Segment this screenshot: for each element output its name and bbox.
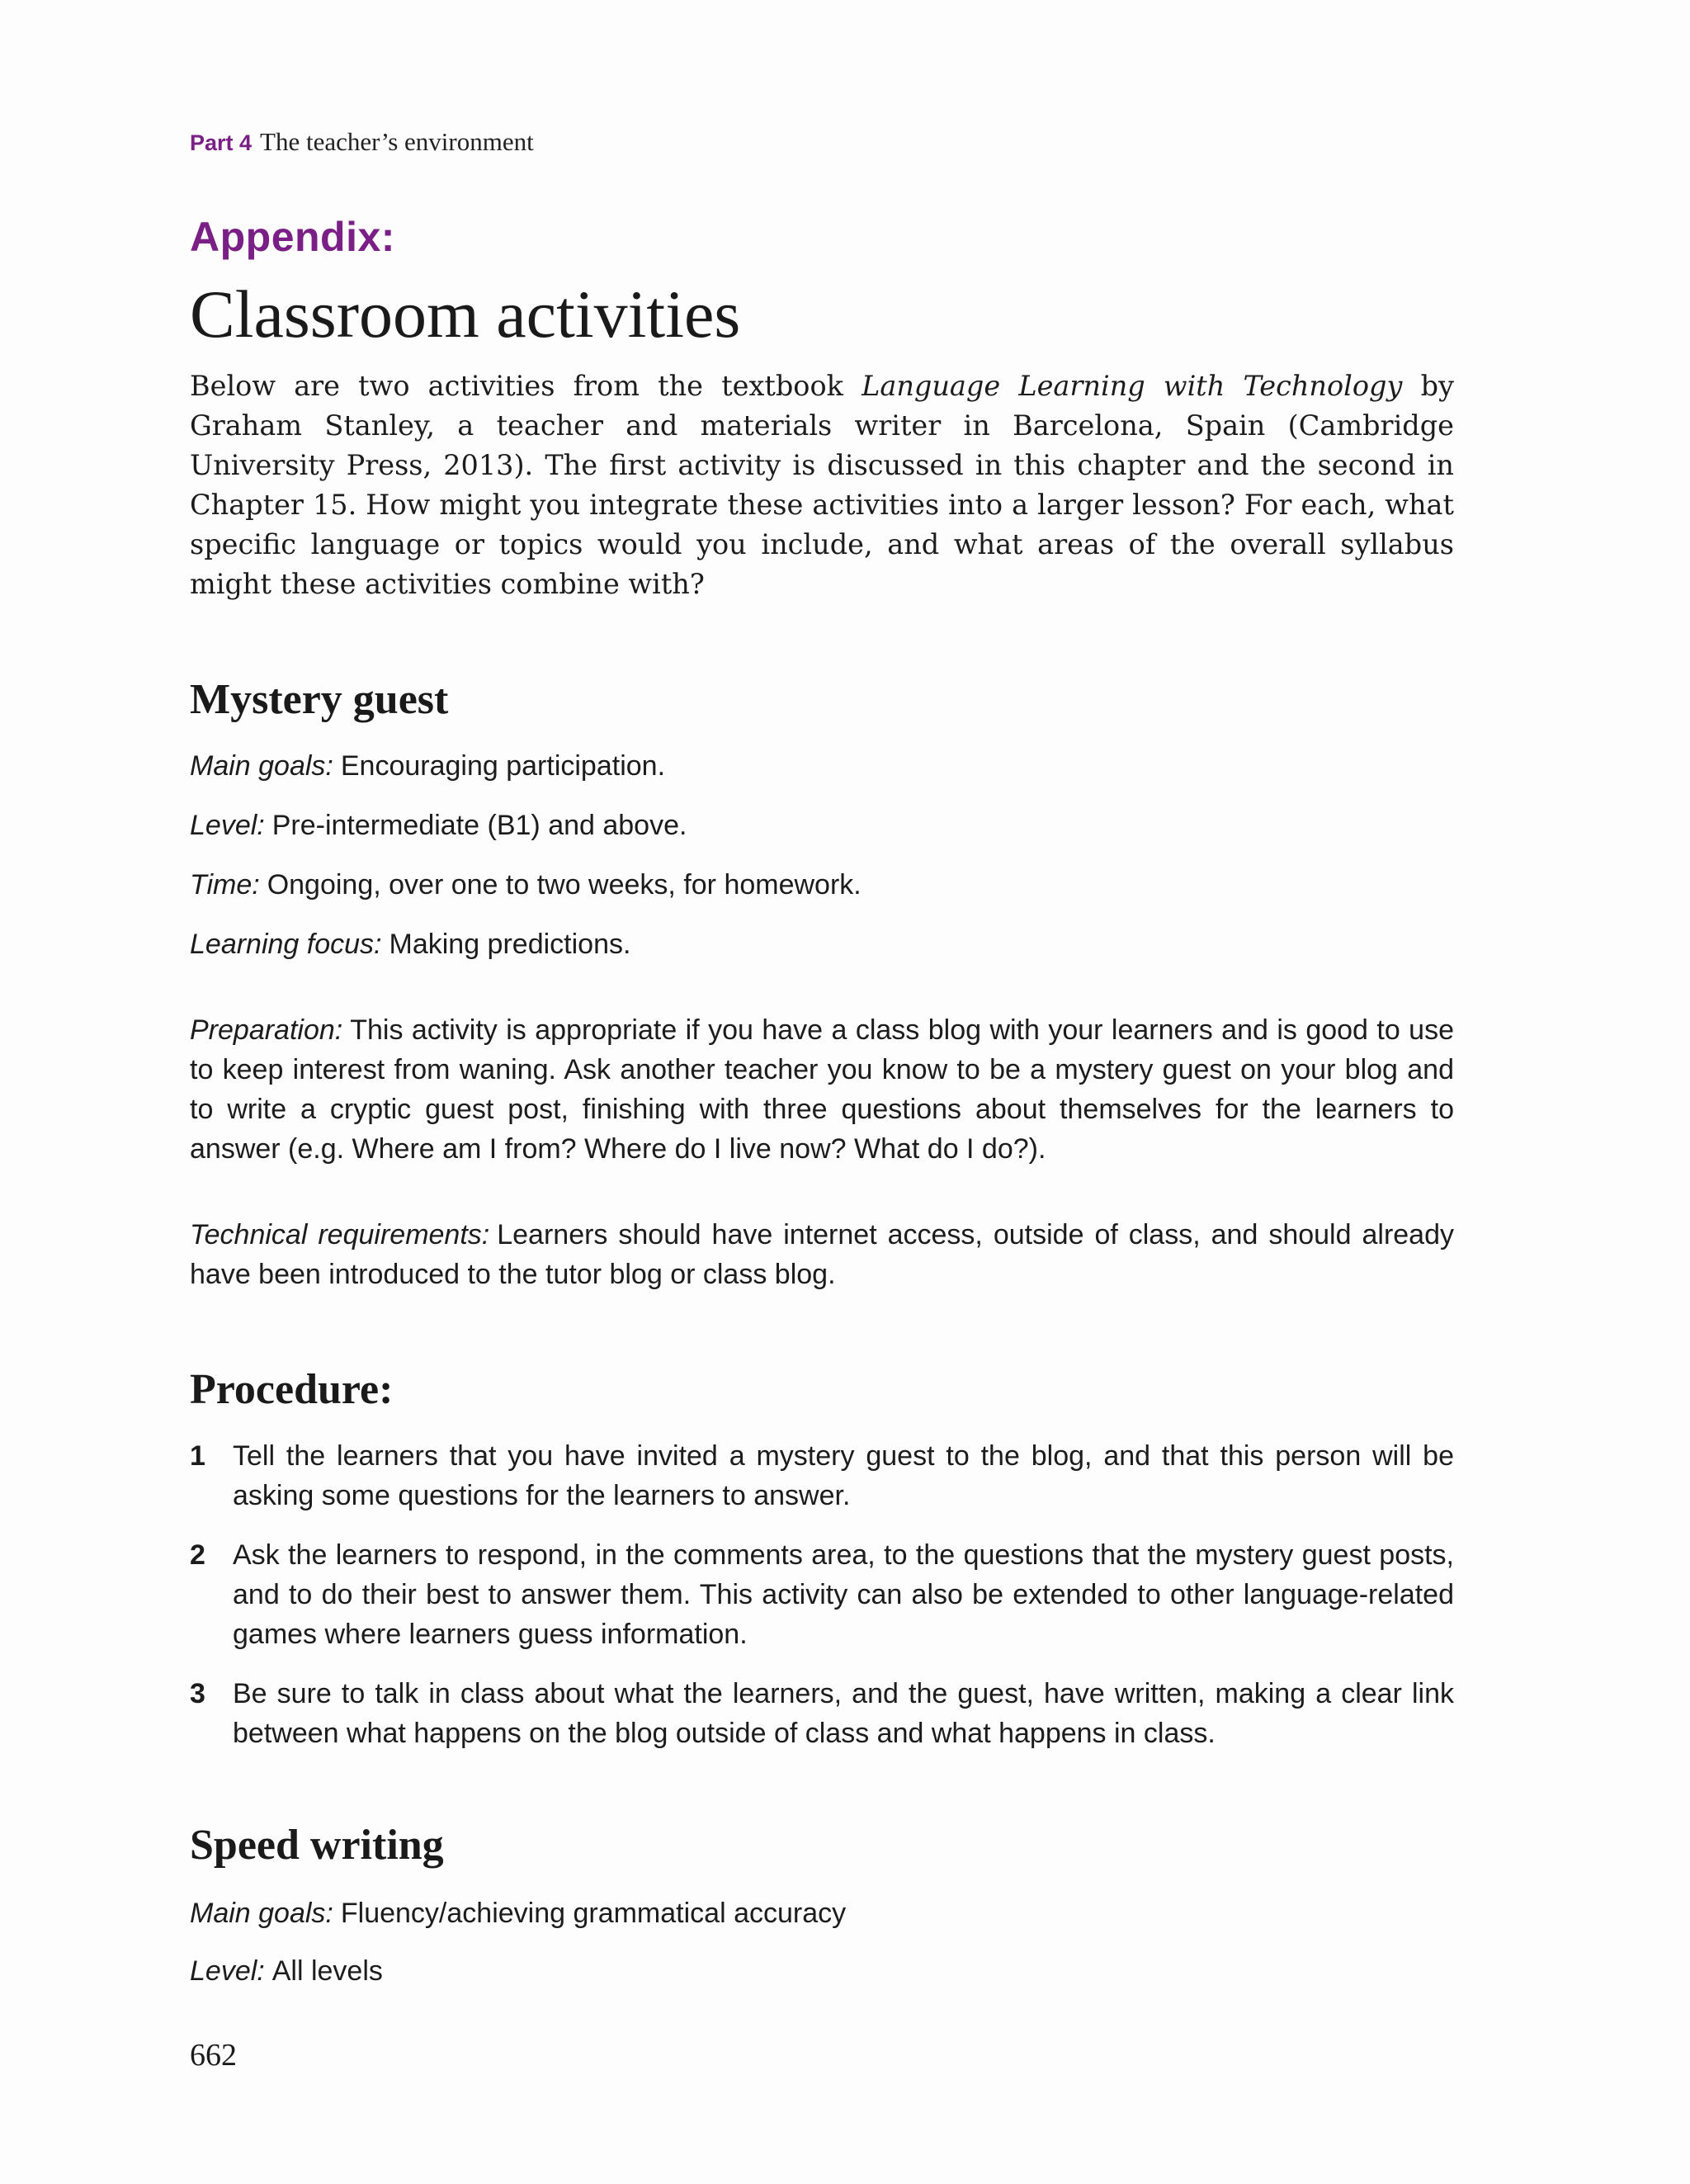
step-text: Tell the learners that you have invited a mystery guest to the blog, and that this person will be asking some questions for the learners to answer. — [233, 1440, 1454, 1511]
intro-paragraph — [190, 366, 1454, 604]
field-value: Encouraging participation. — [340, 750, 666, 782]
field-label: Level: — [190, 810, 265, 841]
running-head-part: Part 4 — [190, 130, 253, 155]
field-value: Ongoing, over one to two weeks, for homework. — [267, 869, 862, 901]
field-label: Time: — [190, 869, 260, 901]
step-text: Ask the learners to respond, in the comments area, to the questions that the mystery guest posts, and to do their best to answer them. This activity can also be extended to other language-related games where learners guess information. — [233, 1539, 1454, 1650]
field-value: All levels — [271, 1955, 383, 1987]
field-label: Main goals: — [190, 1898, 333, 1929]
mystery-guest-level — [190, 806, 1454, 845]
field-value: This activity is appropriate if you have a class blog with your learners and is good to use to keep interest from waning. Ask another teacher you know to be a mystery guest on your blog and to write a cryptic guest post, finishing with three questions about themselves for the learners to answer (e.g. Where am I from? Where do I live now? What do I do?). — [190, 1014, 1454, 1165]
intro-text-start: Below are two activities from the textbook — [190, 370, 862, 402]
field-label: Preparation: — [190, 1014, 343, 1046]
mystery-guest-heading: Mystery guest — [190, 676, 449, 723]
speed-writing-level — [190, 1951, 1454, 1991]
mystery-guest-time — [190, 865, 1454, 905]
procedure-step — [190, 1674, 1454, 1753]
page-number: 662 — [190, 2038, 237, 2073]
field-label: Technical requirements: — [190, 1219, 490, 1250]
running-head — [190, 127, 534, 157]
step-number: 3 — [190, 1678, 205, 1709]
intro-book-title: Language Learning with Technology — [862, 370, 1403, 402]
field-value: Pre-intermediate (B1) and above. — [271, 810, 687, 841]
procedure-heading: Procedure: — [190, 1366, 394, 1413]
mystery-guest-preparation — [190, 1010, 1454, 1169]
procedure-step — [190, 1436, 1454, 1515]
field-value: Learners should have internet access, outside of class, and should already have been introduced to the tutor blog or class blog. — [190, 1219, 1454, 1290]
field-label: Learning focus: — [190, 929, 382, 960]
mystery-guest-technical-requirements — [190, 1215, 1454, 1294]
field-label: Level: — [190, 1955, 265, 1987]
field-label: Main goals: — [190, 750, 333, 782]
mystery-guest-main-goals — [190, 746, 1454, 786]
step-text: Be sure to talk in class about what the learners, and the guest, have written, making a clear link between what happens on the blog outside of class and what happens in class. — [233, 1678, 1454, 1749]
running-head-title: The teacher’s environment — [260, 127, 534, 156]
chapter-title: Classroom activities — [190, 277, 741, 352]
field-value: Fluency/achieving grammatical accuracy — [340, 1898, 847, 1929]
speed-writing-heading: Speed writing — [190, 1822, 444, 1869]
mystery-guest-learning-focus — [190, 924, 1454, 964]
speed-writing-main-goals — [190, 1893, 1454, 1933]
step-number: 2 — [190, 1539, 205, 1571]
field-value: Making predictions. — [389, 929, 631, 960]
procedure-step — [190, 1535, 1454, 1654]
appendix-label: Appendix: — [190, 214, 395, 260]
step-number: 1 — [190, 1440, 205, 1472]
intro-text-end: by Graham Stanley, a teacher and materials writer in Barcelona, Spain (Cambridge University Press, 2013). The first activity is discussed in this chapter and the second in Chapter 15. How might you integrate these activities into a larger lesson? For each, what specific language or topics would you include, and what areas of the overall syllabus might these activities combine with? — [190, 370, 1454, 600]
